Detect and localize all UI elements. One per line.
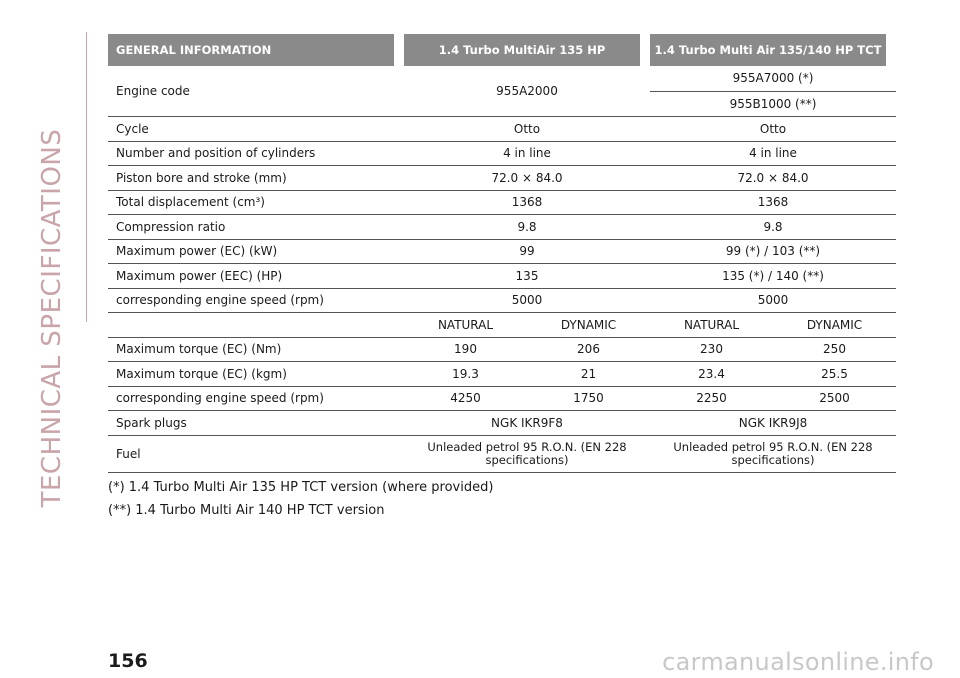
- cell-col1: 1368: [511, 195, 543, 210]
- cell-mode: NATURAL: [437, 317, 494, 332]
- cell-col1: 955A2000: [496, 84, 558, 98]
- spec-table: [108, 34, 896, 473]
- row-label: Cycle: [116, 121, 149, 136]
- cell-col2-a: 955A7000 (*): [650, 66, 896, 92]
- cell-value: 190: [454, 342, 477, 357]
- row-label: Piston bore and stroke (mm): [116, 170, 287, 185]
- row-label: Maximum power (EEC) (HP): [116, 268, 283, 283]
- row-label: corresponding engine speed (rpm): [116, 391, 324, 406]
- cell-col2-stack: [650, 66, 896, 116]
- row-label: Total displacement (cm³): [116, 195, 265, 210]
- row-label: Maximum torque (EC) (Nm): [116, 342, 282, 357]
- cell-value: 206: [577, 342, 600, 357]
- cell-col1: 4 in line: [503, 146, 551, 161]
- footnotes: [108, 480, 493, 526]
- cell-col2: 1368: [757, 195, 789, 210]
- table-header: [108, 34, 896, 66]
- cell-value: 21: [580, 366, 597, 381]
- cell-value: 25.5: [821, 366, 848, 381]
- cell-value: 1750: [573, 391, 604, 406]
- table-row: [108, 191, 896, 216]
- cell-value: 2250: [696, 391, 727, 406]
- cell-col1: Unleaded petrol 95 R.O.N. (EN 228 specifications): [427, 439, 627, 467]
- table-row-fuel: [108, 436, 896, 473]
- row-label: Fuel: [116, 446, 141, 461]
- cell-col2: 4 in line: [749, 146, 797, 161]
- table-row: [108, 338, 896, 363]
- cell-col2: 72.0 × 84.0: [737, 170, 809, 185]
- table-row: [108, 117, 896, 142]
- row-label: Number and position of cylinders: [116, 146, 316, 161]
- footnote: (**) 1.4 Turbo Multi Air 140 HP TCT version: [108, 503, 385, 518]
- footnote: (*) 1.4 Turbo Multi Air 135 HP TCT version (where provided): [108, 480, 494, 495]
- table-row: [108, 289, 896, 314]
- row-label: Spark plugs: [116, 415, 187, 430]
- table-row: [108, 362, 896, 387]
- section-rule: [86, 32, 87, 322]
- cell-col2: Otto: [759, 121, 787, 136]
- cell-col2: 5000: [757, 293, 789, 308]
- cell-value: 230: [700, 342, 723, 357]
- cell-col2: NGK IKR9J8: [738, 415, 808, 430]
- cell-col1: 5000: [511, 293, 543, 308]
- watermark: carmanualsonline.info: [662, 648, 934, 676]
- row-label: Compression ratio: [116, 219, 226, 234]
- cell-value: 19.3: [452, 366, 479, 381]
- cell-col1: 99: [519, 244, 535, 259]
- cell-col2: 135 (*) / 140 (**): [722, 268, 824, 283]
- table-row-spark-plugs: [108, 411, 896, 436]
- table-row: [108, 264, 896, 289]
- cell-col1: Otto: [513, 121, 541, 136]
- header-multiair-135: 1.4 Turbo MultiAir 135 HP: [404, 34, 640, 66]
- cell-value: 23.4: [698, 366, 725, 381]
- cell-col1: 135: [515, 268, 539, 283]
- row-label: Maximum power (EC) (kW): [116, 244, 278, 259]
- table-row-drive-modes: [108, 313, 896, 338]
- row-label: Engine code: [116, 84, 190, 98]
- header-general-information: GENERAL INFORMATION: [108, 34, 394, 66]
- cell-value: 2500: [819, 391, 850, 406]
- row-label: Maximum torque (EC) (kgm): [116, 366, 287, 381]
- cell-col1: 9.8: [517, 219, 537, 234]
- cell-col1: NGK IKR9F8: [491, 415, 563, 430]
- cell-col1: 72.0 × 84.0: [491, 170, 563, 185]
- table-row: [108, 142, 896, 167]
- cell-value: 4250: [450, 391, 481, 406]
- table-row-engine-code: [108, 66, 896, 117]
- cell-col2: 9.8: [763, 219, 783, 234]
- table-row: [108, 387, 896, 412]
- table-row: [108, 240, 896, 265]
- row-label: corresponding engine speed (rpm): [116, 293, 324, 308]
- cell-col2: Unleaded petrol 95 R.O.N. (EN 228 specifications): [673, 439, 873, 467]
- page-number: 156: [108, 650, 148, 672]
- table-row: [108, 166, 896, 191]
- section-title-vertical: TECHNICAL SPECIFICATIONS: [37, 128, 67, 508]
- header-multiair-tct: 1.4 Turbo Multi Air 135/140 HP TCT: [650, 34, 886, 66]
- cell-mode: NATURAL: [683, 317, 740, 332]
- cell-value: 250: [823, 342, 846, 357]
- cell-mode: DYNAMIC: [560, 317, 617, 332]
- cell-col2: 99 (*) / 103 (**): [725, 244, 821, 259]
- cell-mode: DYNAMIC: [806, 317, 863, 332]
- table-row: [108, 215, 896, 240]
- cell-col2-b: 955B1000 (**): [729, 96, 817, 111]
